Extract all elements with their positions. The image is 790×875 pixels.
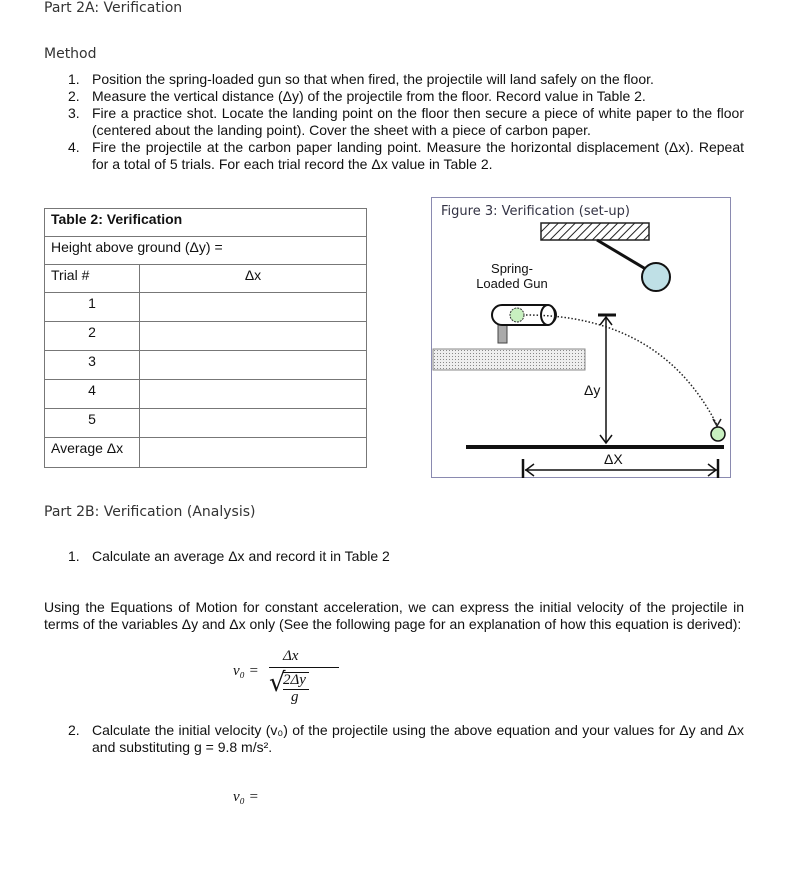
analysis-step: [68, 722, 744, 756]
radical-numerator: 2Δy: [283, 672, 306, 688]
step-number: 1.: [68, 71, 80, 87]
dx-cell[interactable]: [140, 409, 367, 438]
step-number: 2.: [68, 722, 80, 738]
landed-projectile: [711, 427, 725, 441]
height-field[interactable]: Height above ground (Δy) =: [45, 237, 367, 265]
step-text: Fire a practice shot. Locate the landing point on the floor then secure a piece of white paper to the floor (centered about the landing point). Cover the sheet with a piece of carbon paper.: [92, 105, 744, 138]
method-heading: Method: [44, 46, 97, 62]
step-number: 2.: [68, 88, 80, 104]
dx-cell[interactable]: [140, 322, 367, 351]
step-text: Fire the projectile at the carbon paper landing point. Measure the horizontal displacement (Δx). Repeat for a total of 5 trials. For each trial record the Δx value in Table 2.: [92, 139, 744, 172]
setup-diagram: [431, 197, 731, 478]
trial-number: 2: [45, 322, 140, 351]
trial-number: 1: [45, 293, 140, 322]
radical-denominator: g: [291, 689, 299, 705]
answer-label: v₀ =: [233, 789, 259, 805]
pendulum-string: [597, 240, 649, 271]
sqrt-icon: √: [269, 668, 286, 698]
col-trial-header: Trial #: [45, 265, 140, 293]
trial-number: 3: [45, 351, 140, 380]
ceiling-mount: [541, 223, 649, 240]
step-text: Calculate an average Δx and record it in Table 2: [92, 548, 390, 564]
dx-cell[interactable]: [140, 351, 367, 380]
dx-cell[interactable]: [140, 293, 367, 322]
step-text: Measure the vertical distance (Δy) of the projectile from the floor. Record value in Table 2.: [92, 88, 646, 104]
equation-numerator: Δx: [283, 648, 299, 664]
part-2a-title: Part 2A: Verification: [44, 0, 183, 16]
method-step: [68, 71, 744, 88]
step-number: 3.: [68, 105, 80, 121]
trial-number: 5: [45, 409, 140, 438]
table-title: Table 2: Verification: [45, 209, 367, 237]
method-step: [68, 139, 744, 173]
projectile-icon: [510, 308, 524, 322]
average-label: Average Δx: [45, 438, 140, 468]
dx-label: ΔX: [604, 451, 623, 467]
equation-lhs: v₀ =: [233, 663, 259, 679]
step-number: 4.: [68, 139, 80, 155]
setup-figure: [431, 197, 731, 478]
figure-caption: Figure 3: Verification (set-up): [441, 204, 630, 219]
method-step: [68, 88, 744, 105]
equation-intro: Using the Equations of Motion for constant acceleration, we can express the initial velocity of the projectile in terms of the variables Δy and Δx only (See the following page for an explanation of how this equation is derived):: [44, 599, 744, 632]
step-number: 1.: [68, 548, 80, 564]
dx-cell[interactable]: [140, 380, 367, 409]
gun-stand: [498, 324, 507, 343]
step-text: Position the spring-loaded gun so that when fired, the projectile will land safely on the floor.: [92, 71, 654, 87]
dy-label: Δy: [584, 382, 601, 398]
trial-number: 4: [45, 380, 140, 409]
velocity-equation: [233, 648, 343, 708]
table-surface: [433, 349, 585, 370]
pendulum-bob: [642, 263, 670, 291]
average-dx-cell[interactable]: [140, 438, 367, 468]
step-text: Calculate the initial velocity (v₀) of the projectile using the above equation and your values for Δy and Δx and substituting g = 9.8 m/s².: [92, 722, 744, 755]
col-dx-header: Δx: [140, 265, 367, 293]
gun-label-line: Spring-: [491, 261, 533, 276]
gun-label-line: Loaded Gun: [476, 276, 548, 291]
analysis-step: [68, 548, 744, 565]
method-step: [68, 105, 744, 139]
part-2b-title: Part 2B: Verification (Analysis): [44, 504, 256, 520]
verification-table: [44, 208, 367, 468]
